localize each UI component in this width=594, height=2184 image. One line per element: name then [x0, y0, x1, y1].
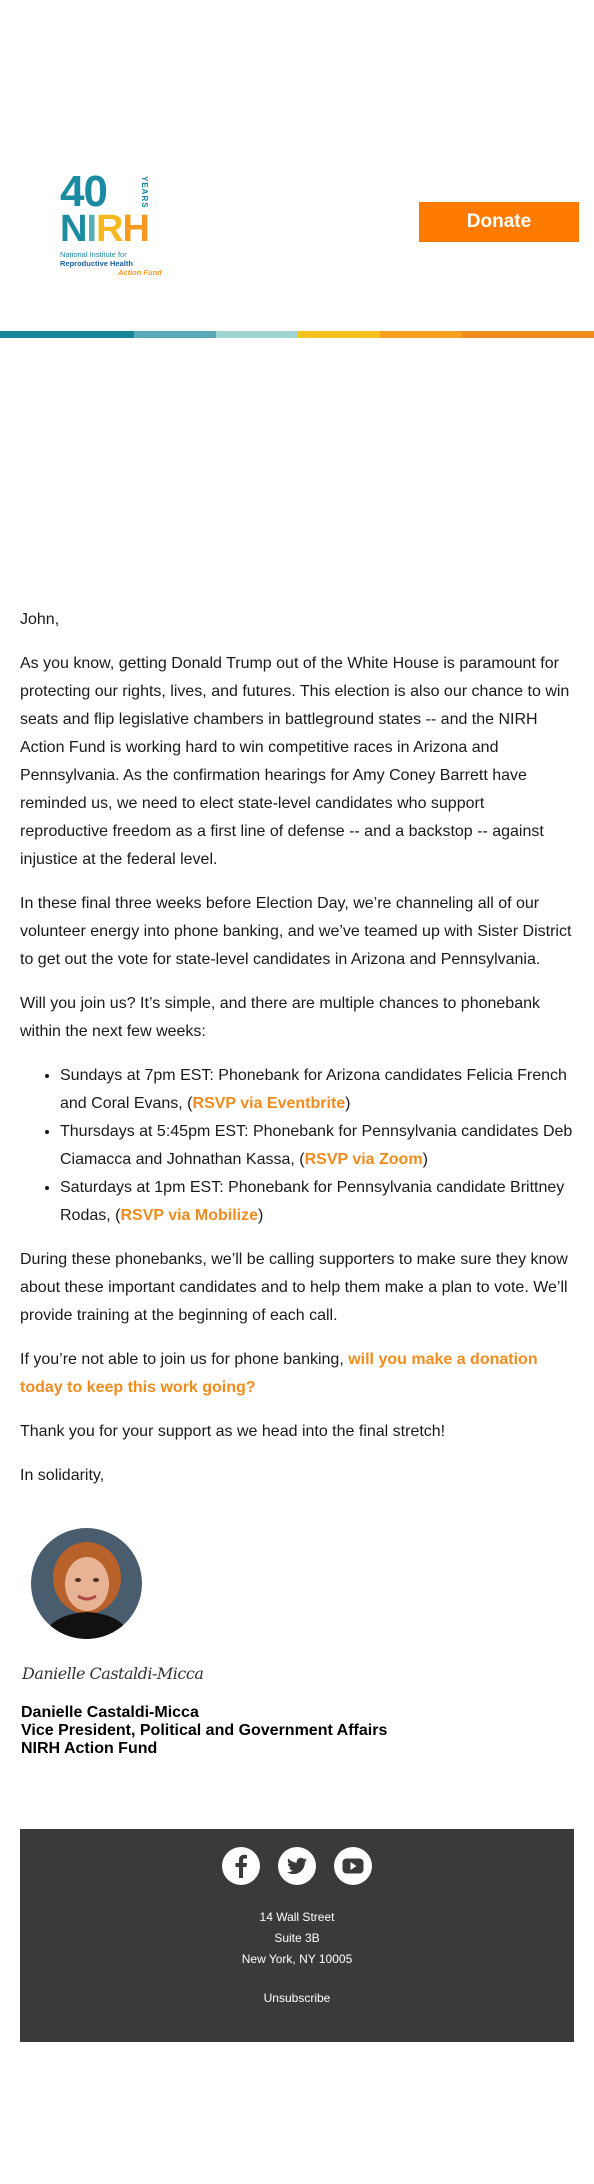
logo-letters: NIRH — [60, 208, 149, 250]
paragraph-training: During these phonebanks, we’ll be calling supporters to make sure they know about these important candidates and to help them make a plan to vote. We’ll provide training at the beginning of each call. — [20, 1251, 568, 1324]
logo-number: 40 — [60, 167, 107, 216]
email-body — [20, 606, 575, 1506]
avatar — [31, 1528, 142, 1639]
rsvp-zoom-link[interactable]: RSVP via Zoom — [304, 1151, 423, 1168]
twitter-icon[interactable] — [278, 1847, 316, 1885]
logo-line2: Reproductive Health — [60, 259, 133, 268]
youtube-icon[interactable] — [334, 1847, 372, 1885]
list-item: • Thursdays at 5:45pm EST: Phonebank for Pennsylvania candidates Deb Ciamacca and Johnathan Kassa, (RSVP via Zoom) — [60, 1118, 575, 1174]
email-header — [0, 0, 594, 340]
signer-title: Vice President, Political and Government Affairs — [21, 1722, 388, 1739]
paragraph-phonebanking: In these final three weeks before Election Day, we’re channeling all of our volunteer energy into phone banking, and we’ve teamed up with Sister District to get out the vote for state-level candidates in Arizona and Pennsylvania. — [20, 895, 572, 968]
paragraph-thanks: Thank you for your support as we head into the final stretch! — [20, 1423, 446, 1440]
list-item: • Sundays at 7pm EST: Phonebank for Arizona candidates Felicia French and Coral Evans, (RSVP via Eventbrite) — [60, 1062, 575, 1118]
logo-years: YEARS — [140, 176, 149, 209]
donation-link[interactable]: will you make a donation today to keep this work going? — [20, 1351, 538, 1396]
unsubscribe-link[interactable]: Unsubscribe — [263, 1991, 331, 2005]
paragraph-donation: If you’re not able to join us for phone banking, will you make a donation today to keep this work going? — [20, 1351, 538, 1396]
rsvp-eventbrite-link[interactable]: RSVP via Eventbrite — [192, 1095, 346, 1112]
phonebank-list — [20, 1062, 575, 1230]
paragraph-intro: As you know, getting Donald Trump out of the White House is paramount for protecting our rights, lives, and futures. This election is also our chance to win seats and flip legislative chambers in battleground states -- and the NIRH Action Fund is working hard to win competitive races in Arizona and Pennsylvania. As the confirmation hearings for Amy Coney Barrett have reminded us, we need to elect state-level candidates who support reproductive freedom as a first line of defense -- and a backstop -- against injustice at the federal level. — [20, 655, 570, 868]
signature-block — [21, 1704, 387, 1758]
social-links — [20, 1847, 574, 1885]
closing: In solidarity, — [20, 1467, 105, 1484]
facebook-icon[interactable] — [222, 1847, 260, 1885]
signer-name: Danielle Castaldi-Micca — [21, 1704, 199, 1721]
logo-line3: Action Fund — [118, 268, 162, 277]
nirh-logo[interactable] — [60, 167, 162, 280]
paragraph-join: Will you join us? It’s simple, and there are multiple chances to phonebank within the next few weeks: — [20, 995, 540, 1040]
logo-line1: National Institute for — [60, 250, 127, 259]
signer-org: NIRH Action Fund — [21, 1740, 158, 1757]
greeting: John, — [20, 611, 60, 628]
color-stripe — [0, 331, 594, 338]
handwritten-signature: Danielle Castaldi-Micca — [22, 1664, 204, 1683]
mailing-address: 14 Wall Street Suite 3B New York, NY 10005 — [241, 1910, 353, 1966]
list-item: • Saturdays at 1pm EST: Phonebank for Pennsylvania candidate Brittney Rodas, (RSVP via Mobilize) — [60, 1174, 575, 1230]
rsvp-mobilize-link[interactable]: RSVP via Mobilize — [120, 1207, 258, 1224]
email-footer — [20, 1829, 574, 2042]
donate-button[interactable]: Donate — [419, 202, 579, 242]
